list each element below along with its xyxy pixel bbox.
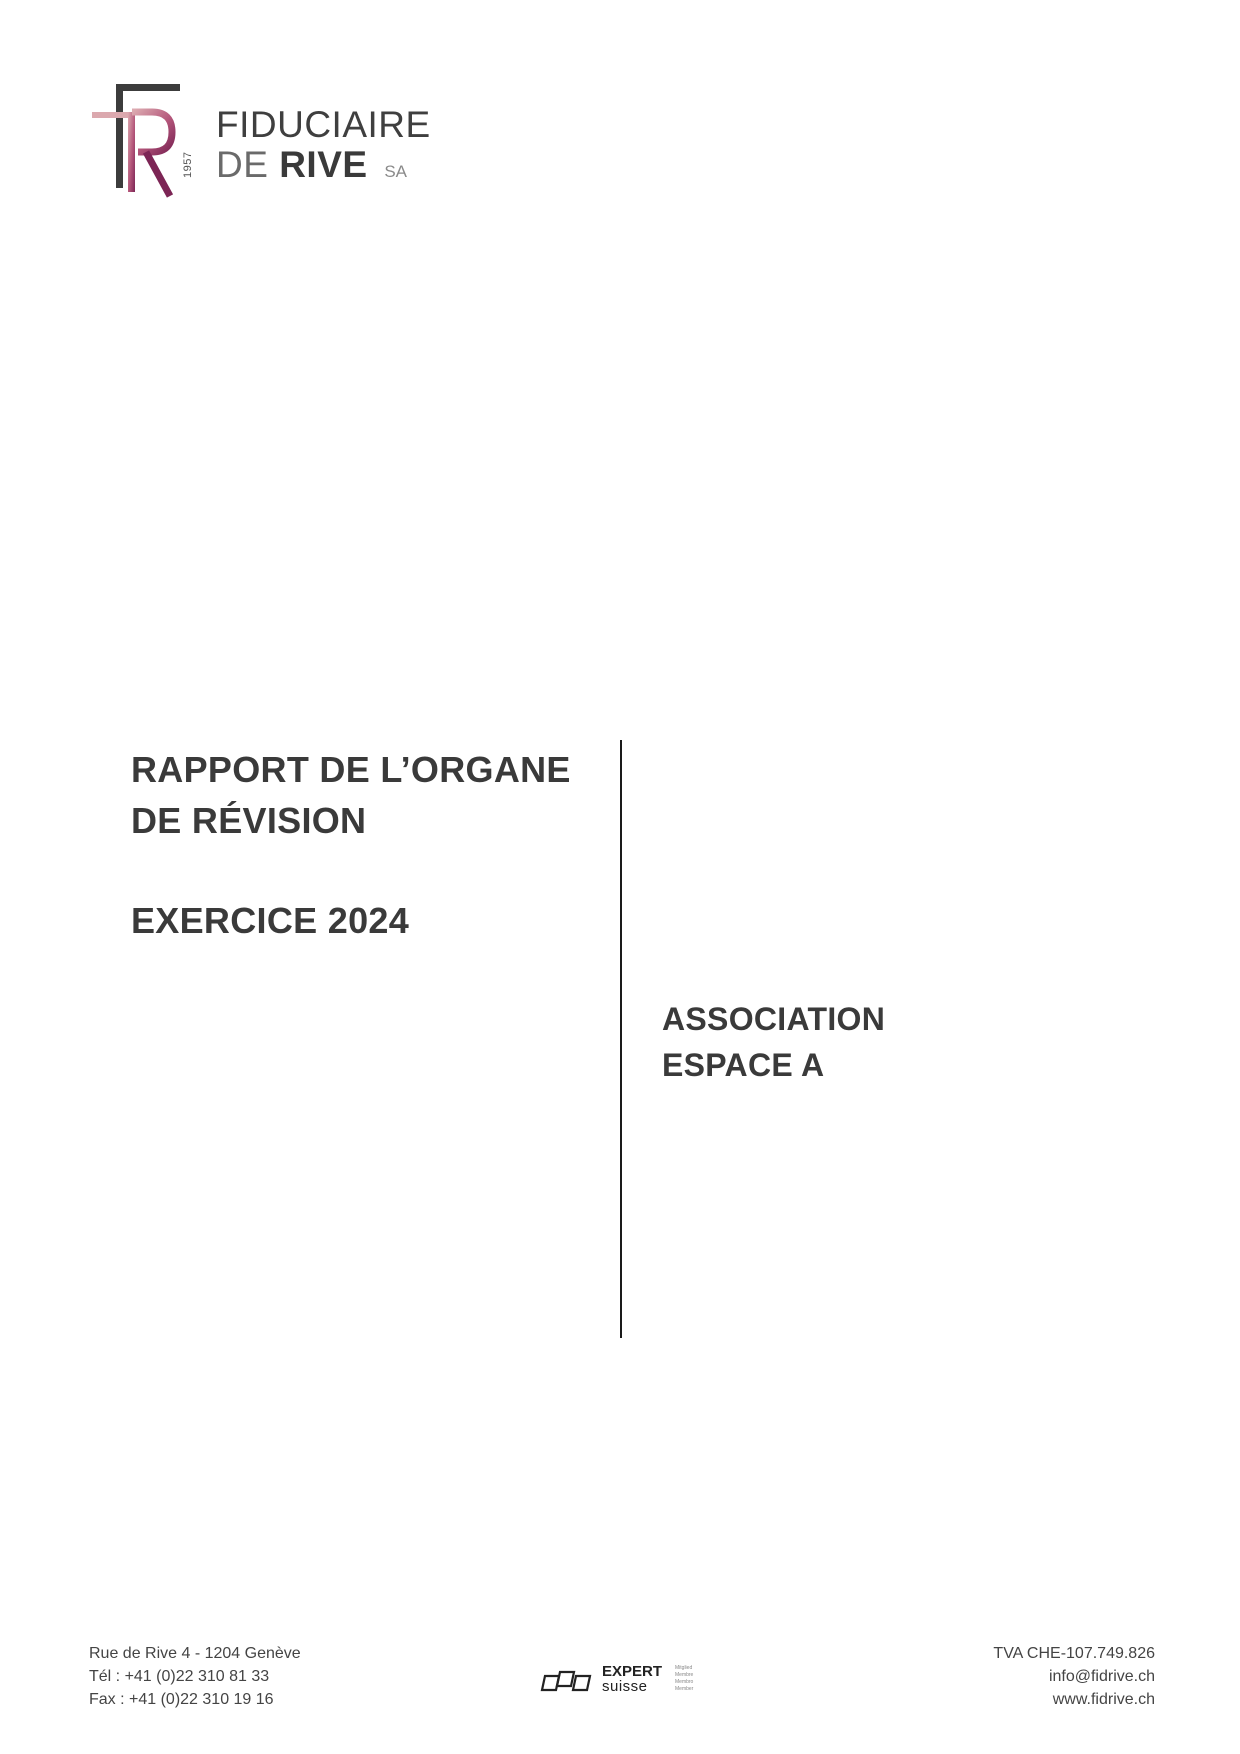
- footer-address: Rue de Rive 4 - 1204 Genève: [89, 1645, 301, 1662]
- footer-website[interactable]: www.fidrive.ch: [1052, 1691, 1155, 1708]
- footer-company-info: [993, 1642, 1155, 1711]
- footer-vat: TVA CHE-107.749.826: [993, 1645, 1155, 1662]
- expertsuisse-line1: EXPERT: [602, 1663, 663, 1680]
- membership-text: [675, 1665, 693, 1693]
- report-title: [131, 744, 571, 846]
- report-title-line1: RAPPORT DE L’ORGANE: [131, 749, 571, 790]
- company-name-de: DE: [216, 144, 269, 185]
- membership-line: Member: [675, 1686, 694, 1692]
- client-name: [662, 996, 885, 1088]
- company-suffix: SA: [384, 162, 408, 181]
- exercise-year: EXERCICE 2024: [131, 900, 410, 941]
- expertsuisse-badge: [540, 1664, 710, 1700]
- expertsuisse-logo-icon: [540, 1668, 594, 1694]
- footer-contact: [89, 1642, 301, 1711]
- footer-fax: Fax : +41 (0)22 310 19 16: [89, 1691, 274, 1708]
- membership-line: Mitglied: [675, 1665, 693, 1671]
- footer-email[interactable]: info@fidrive.ch: [1048, 1668, 1155, 1685]
- client-name-line2: ESPACE A: [662, 1047, 825, 1083]
- founding-year: 1957: [182, 151, 194, 178]
- expertsuisse-line2: suisse: [602, 1678, 648, 1695]
- footer-phone: Tél : +41 (0)22 310 81 33: [89, 1668, 270, 1685]
- client-name-line1: ASSOCIATION: [662, 1001, 886, 1037]
- company-name-line1: FIDUCIAIRE: [216, 104, 431, 145]
- membership-line: Membro: [675, 1679, 694, 1685]
- expertsuisse-wordmark: [602, 1664, 662, 1694]
- report-title-line2: DE RÉVISION: [131, 800, 367, 841]
- company-logo: [92, 84, 452, 214]
- fr-monogram-icon: [92, 84, 192, 204]
- membership-line: Membre: [675, 1672, 694, 1678]
- company-name-line2: [216, 144, 407, 186]
- company-name-rive: RIVE: [279, 144, 368, 185]
- vertical-divider: [620, 740, 622, 1338]
